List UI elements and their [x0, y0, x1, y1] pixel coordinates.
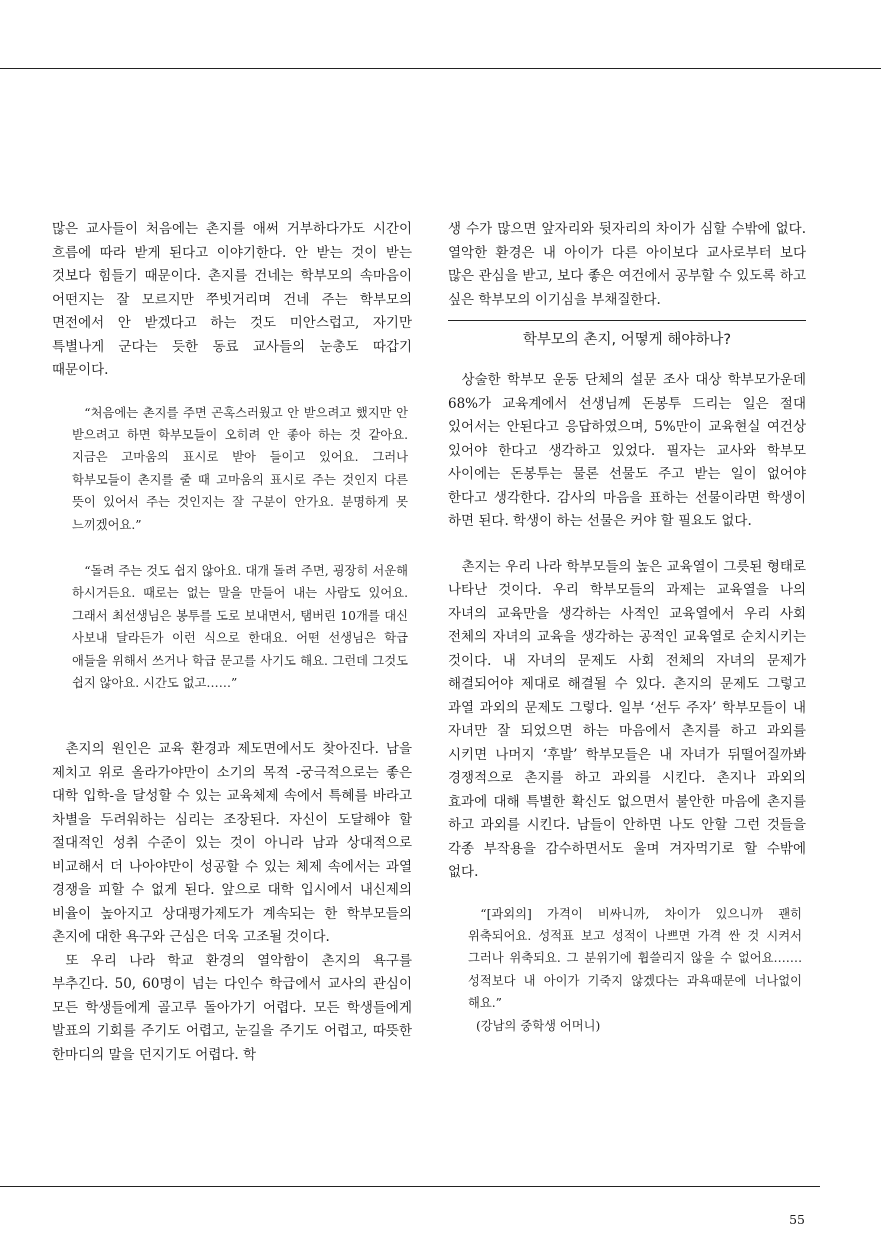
body-paragraph: 또 우리 나라 학교 환경의 열악함이 촌지의 욕구를 부추긴다. 50, 60명이 넘는 다인수 학급에서 교사의 관심이 모든 학생들에게 골고루 돌아가기 어렵다. 모든 학생들에게 발표의 기회를 주기도 어렵고, 눈길을 주기도 어렵고, 따뜻한 한마디의 말을 던지기도 어렵다. 학 [52, 952, 412, 1063]
parent-quote: “[과외의] 가격이 비싸니까, 차이가 있으니까 괜히 위축되어요. 성적표 보고 성적이 나쁘면 가격 싼 것 시켜서 그러나 위축되요. 그 분위기에 휩쓸리지 않을 수 없어요……. 성적보다 내 아이가 기죽지 않겠다는 과욕때문에 너나없이 해요.” [468, 906, 802, 1011]
teacher-quote: “처음에는 촌지를 주면 곤혹스러웠고 안 받으려고 했지만 안 받으려고 하면 학부모들이 오히려 안 좋아 하는 것 같아요. 지금은 고마움의 표시로 받아 들이고 있어요. 그러나 학부모들이 촌지를 줄 때 고마움의 표시로 주는 것인지 다른 뜻이 있어서 주는 것인지는 잘 구분이 안가요. 분명하게 못 느끼겠어요.” [72, 405, 408, 532]
bottom-rule [0, 1186, 820, 1187]
body-paragraph: 촌지의 원인은 교육 환경과 제도면에서도 찾아진다. 남을 제치고 위로 올라가야만이 소기의 목적 -궁극적으로는 좋은 대학 입학-을 달성할 수 있는 교육체제 속에서 특혜를 바라고 차별을 두려워하는 심리는 조장된다. 자신이 도달해야 할 절대적인 성취 수준이 있는 것이 아니라 남과 상대적으로 비교해서 더 나아야만이 성공할 수 있는 체제 속에서는 과열 경쟁을 피할 수 없게 된다. 앞으로 대학 입시에서 내신제의 비율이 높아지고 상대평가제도가 계속되는 한 학부모들의 촌지에 대한 욕구와 근심은 더욱 고조될 것이다. [52, 741, 412, 946]
section-heading: 학부모의 촌지, 어떻게 해야하나? [448, 320, 806, 359]
body-paragraph: 생 수가 많으면 앞자리와 뒷자리의 차이가 심할 수밖에 없다. 열악한 환경은 내 아이가 다른 아이보다 교사로부터 보다 많은 관심을 받고, 보다 좋은 여건에서 공부할 수 있도록 하고 싶은 학부모의 이기심을 부채질한다. [448, 221, 806, 308]
teacher-quote: “돌려 주는 것도 쉽지 않아요. 대개 돌려 주면, 굉장히 서운해 하시거든요. 때로는 없는 말을 만들어 내는 사람도 있어요. 그래서 최선생님은 봉투를 도로 보내면서, 탬버린 10개를 대신 사보내 달라든가 이런 식으로 한대요. 어떤 선생님은 학급 애들을 위해서 쓰거나 학급 문고를 사기도 해요. 그런데 그것도 쉽지 않아요. 시간도 없고……” [72, 563, 408, 690]
quote-attribution: (강남의 중학생 어머니) [476, 1018, 601, 1033]
top-rule [0, 68, 881, 69]
page-number: 55 [789, 1212, 805, 1227]
body-paragraph: 많은 교사들이 처음에는 촌지를 애써 거부하다가도 시간이 흐름에 따라 받게 된다고 이야기한다. 안 받는 것이 받는 것보다 힘들기 때문이다. 촌지를 건네는 학부모의 속마음이 어떤지는 잘 모르지만 쭈빗거리며 건네 주는 학부모의 면전에서 안 받겠다고 하는 것도 미안스럽고, 자기만 특별나게 군다는 듯한 동료 교사들의 눈총도 따갑기 때문이다. [52, 221, 412, 378]
right-column [448, 218, 806, 1037]
body-paragraph: 촌지는 우리 나라 학부모들의 높은 교육열이 그릇된 형태로 나타난 것이다. 우리 학부모들의 과제는 교육열을 나의 자녀의 교육만을 생각하는 사적인 교육열에서 우리 사회 전체의 자녀의 교육을 생각하는 공적인 교육열로 순치시키는 것이다. 내 자녀의 문제도 사회 전체의 자녀의 문제가 해결되어야 제대로 해결될 수 있다. 촌지의 문제도 그렇고 과열 과외의 문제도 그렇다. 일부 ‘선두 주자’ 학부모들이 내 자녀만 잘 되었으면 하는 마음에서 촌지를 하고 과외를 시키면 나머지 ‘후발’ 학부모들은 내 자녀가 뒤떨어질까봐 경쟁적으로 촌지를 하고 과외를 시킨다. 촌지나 과외의 효과에 대해 특별한 확신도 없으면서 불안한 마음에 촌지를 하고 과외를 시킨다. 남들이 안하면 나도 안할 그런 것들을 각종 부작용을 감수하면서도 울며 겨자먹기로 할 수밖에 없다. [448, 558, 806, 880]
left-column [52, 218, 412, 1067]
body-paragraph: 상술한 학부모 운동 단체의 설문 조사 대상 학부모가운데 68%가 교육계에서 선생님께 돈봉투 드리는 일은 절대 있어서는 안된다고 응답하였으며, 5%만이 교육현실 여건상 있어야 한다고 생각하고 있었다. 필자는 교사와 학부모 사이에는 돈봉투는 물론 선물도 주고 받는 일이 없어야 한다고 생각한다. 감사의 마음을 표하는 선물이라면 학생이 하면 된다. 학생이 하는 선물은 커야 할 필요도 없다. [448, 372, 806, 529]
